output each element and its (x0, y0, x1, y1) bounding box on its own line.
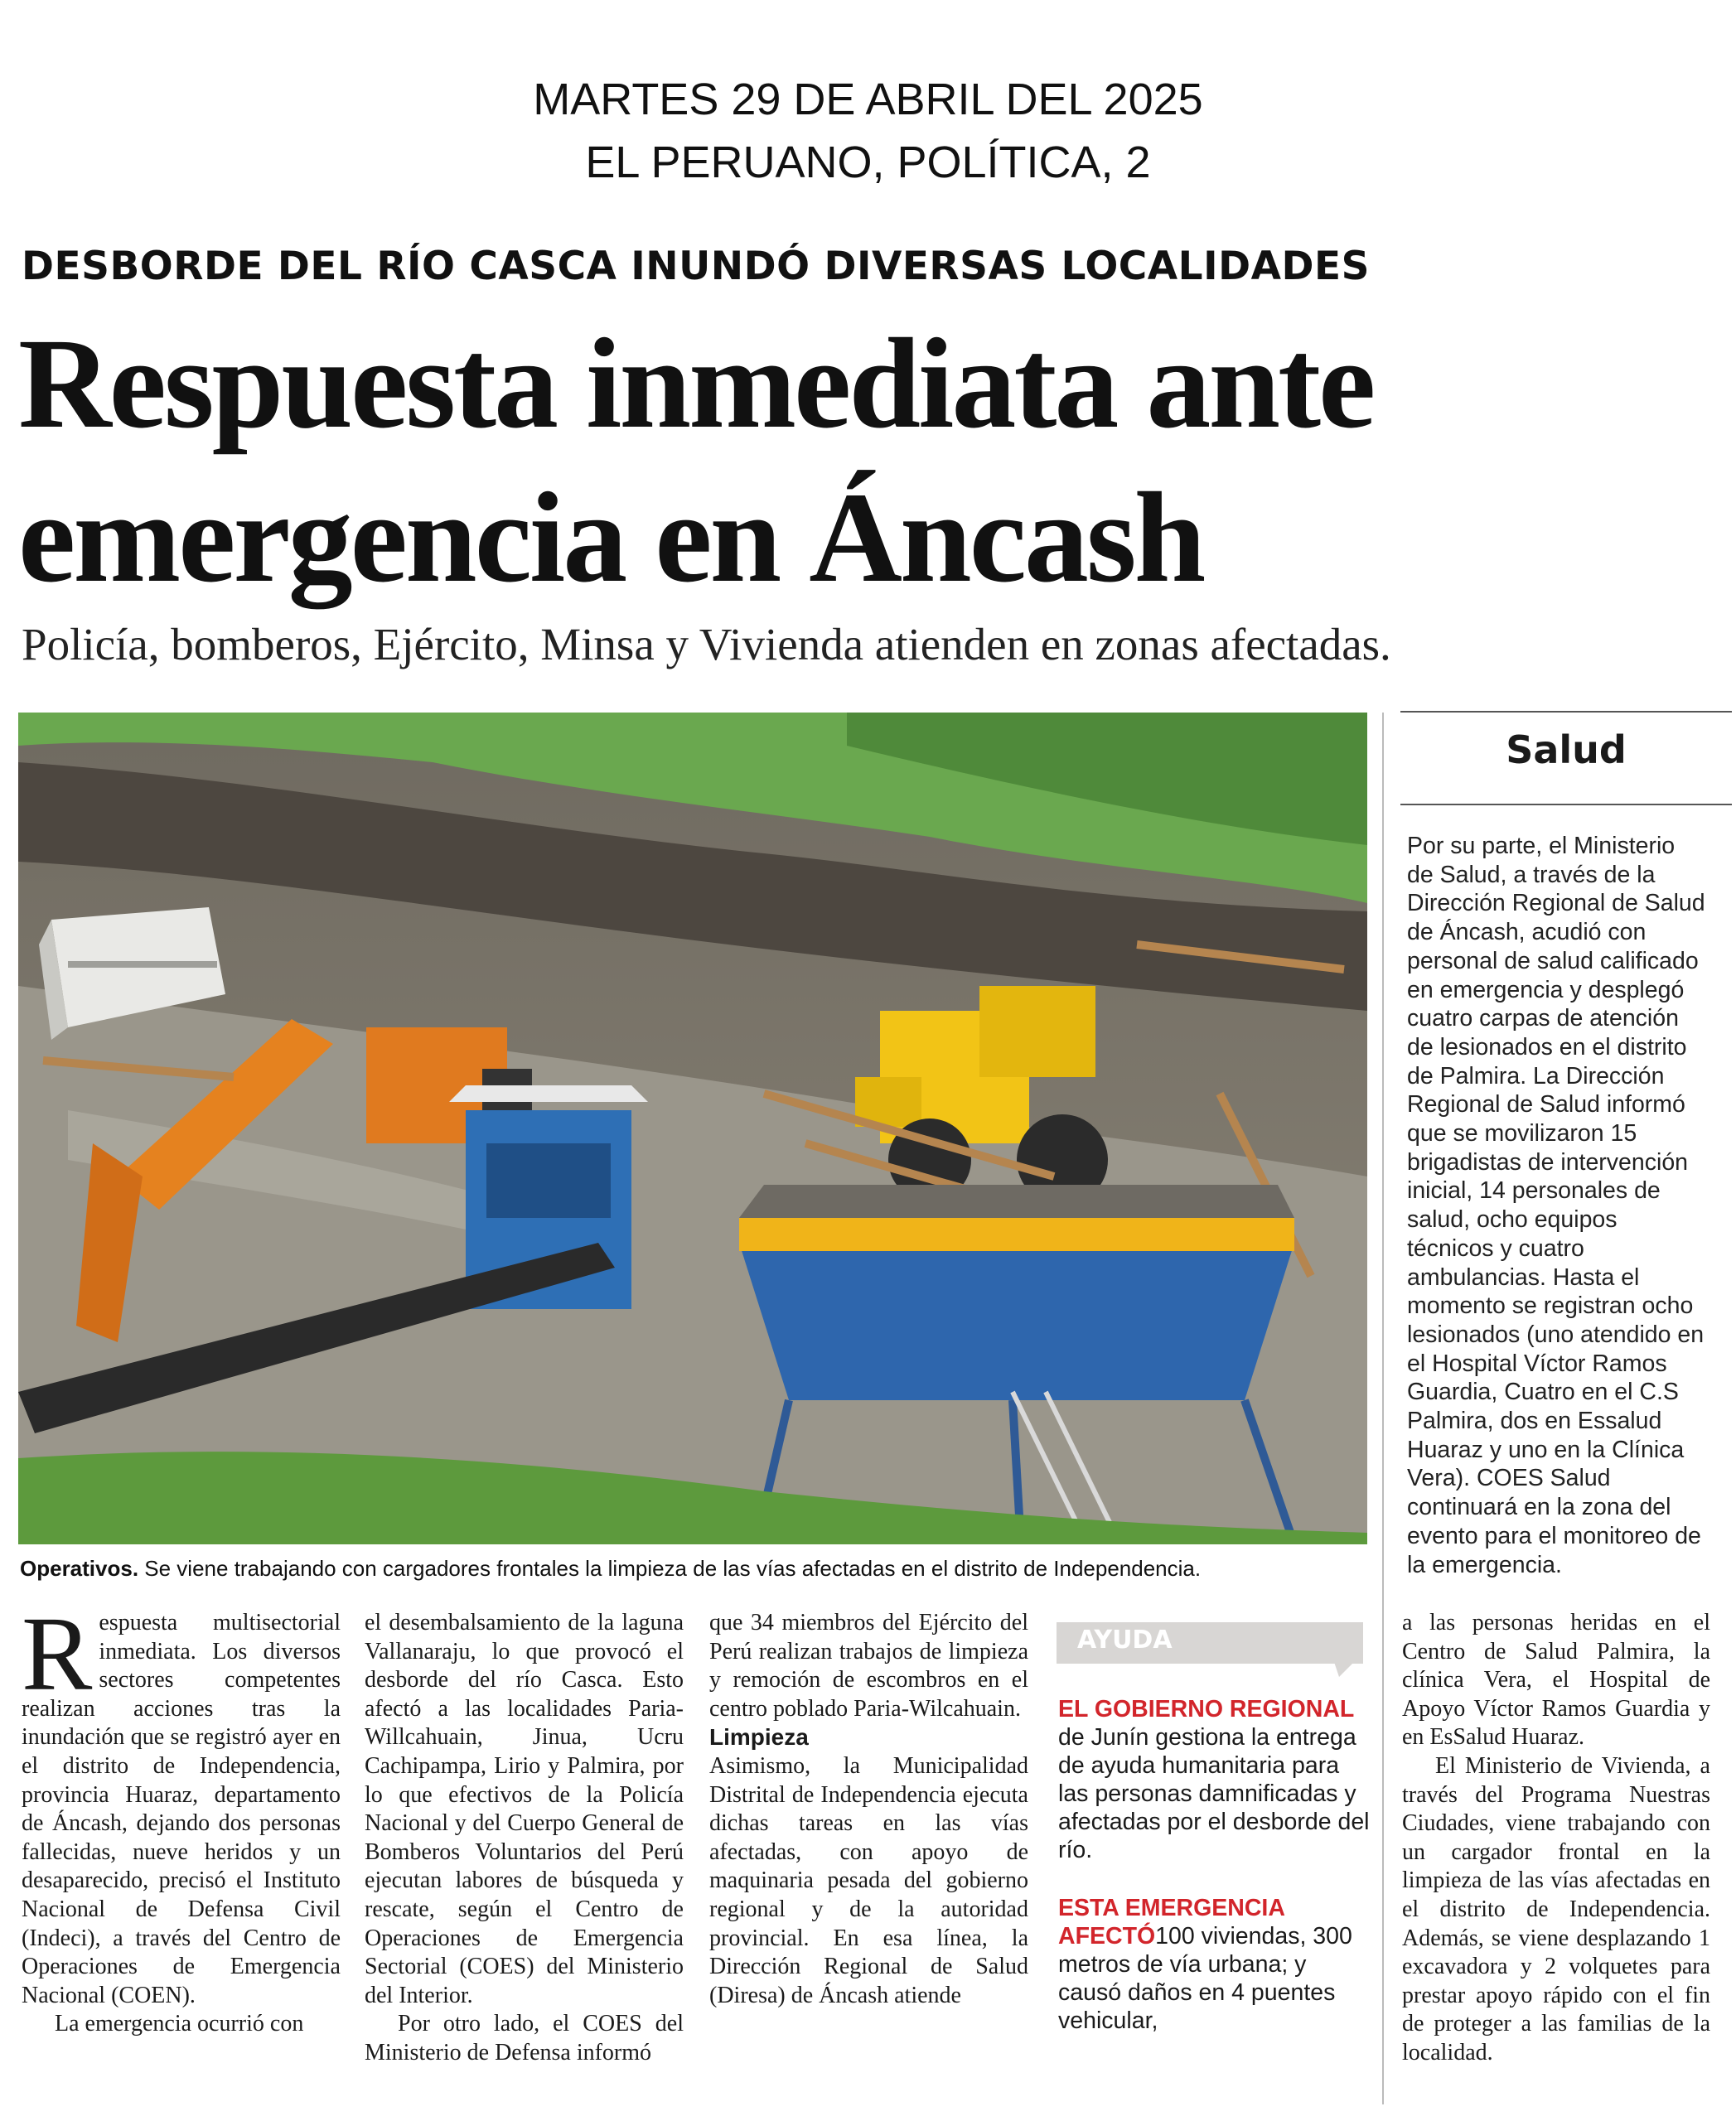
sidebar-divider (1382, 713, 1384, 2104)
ayuda-item-1-highlight: EL GOBIERNO REGIONAL (1058, 1696, 1355, 1722)
col3-paragraph-2: Asimismo, la Municipalidad Distrital de Independencia ejecuta dichas tareas en las vías afectadas, con apoyo de maquinaria pesada del gobierno regional y de la autoridad provincial. En esa línea, la Dirección Regional de Salud (Diresa) de Áncash atiende (709, 1752, 1028, 2008)
ayuda-label: AYUDA (1077, 1626, 1173, 1655)
col1-paragraph-2: La emergencia ocurrió con (55, 2011, 304, 2037)
sidebar-top-rule (1400, 711, 1732, 713)
headline-line-1: Respuesta inmediata ante (18, 312, 1374, 455)
col2-paragraph-1: el desembalsamiento de la laguna Vallanaraju, lo que provocó el desborde del río Casca. Esto afectó a las localidades Paria-Willcahuain, Jinua, Ucru Cachipampa, Lirio y Palmira, por lo que efectivos de la Policía Nacional y del Cuerpo General de Bomberos Voluntarios del Perú ejecutan labores de búsqueda y rescate, según el Centro de Operaciones de Emergencia Sectorial (COES) del Ministerio del Interior. (365, 1610, 684, 2008)
article-column-2 (365, 1609, 684, 2068)
article-subhead: Policía, bomberos, Ejército, Minsa y Vivienda atienden en zonas afectadas. (22, 619, 1391, 669)
ayuda-item-1 (1058, 1695, 1373, 1864)
col2-paragraph-2: Por otro lado, el COES del Ministerio de Defensa informó (365, 2011, 684, 2065)
publication-section: EL PERUANO, POLÍTICA, 2 (585, 138, 1151, 187)
ayuda-pointer (1334, 1662, 1354, 1679)
article-column-5 (1402, 1609, 1710, 2068)
col1-paragraph-1: espuesta multisectorial inmediata. Los diversos sectores competentes realizan acciones tras la inundación que se registró ayer en el distrito de Independencia, provincia Huaraz, departamento de Áncash, dejando dos personas fallecidas, nueve heridos y un desaparecido, precisó el Instituto Nacional de Defensa Civil (Indeci), a través del Centro de Operaciones de Emergencia Nacional (COEN). (22, 1610, 341, 2008)
article-headline (18, 307, 1427, 615)
issue-date: MARTES 29 DE ABRIL DEL 2025 (533, 75, 1203, 124)
sidebar-title-rule (1400, 804, 1732, 805)
photo-caption (20, 1556, 1379, 1582)
col3-paragraph-1: que 34 miembros del Ejército del Perú realizan trabajos de limpieza y remoción de escombros en el centro poblado Paria-Wilcahuain. (709, 1610, 1028, 1722)
headline-line-2: emergencia en Áncash (18, 466, 1204, 609)
sidebar-body: Por su parte, el Ministerio de Salud, a través de la Dirección Regional de Salud de Áncash, acudió con personal de salud calificado en emergencia y desplegó cuatro carpas de atención de lesionados en el distrito de Palmira. La Dirección Regional de Salud informó que se movilizaron 15 brigadistas de intervención inicial, 14 personales de salud, ocho equipos técnicos y cuatro ambulancias. Hasta el momento se registran ocho lesionados (uno atendido en el Hospital Víctor Ramos Guardia, Cuatro en el C.S Palmira, dos en Essalud Huaraz y uno en la Clínica Vera). COES Salud continuará en la zona del evento para el monitoreo de la emergencia. (1407, 833, 1705, 1578)
ayuda-item-2 (1058, 1894, 1373, 2035)
flood-scene-illustration (18, 713, 1367, 1544)
sidebar-title: Salud (1506, 727, 1627, 772)
caption-text: Se viene trabajando con cargadores frontales la limpieza de las vías afectadas en el distrito de Independencia. (138, 1556, 1202, 1581)
col3-subhead: Limpieza (709, 1724, 809, 1751)
article-kicker: DESBORDE DEL RÍO CASCA INUNDÓ DIVERSAS LOCALIDADES (22, 244, 1370, 289)
ayuda-item-2-text: 100 viviendas, 300 metros de vía urbana; y causó daños en 4 puentes vehicular, (1058, 1923, 1352, 2034)
ayuda-item-1-text: de Junín gestiona la entrega de ayuda humanitaria para las personas damnificadas y afectadas por el desborde del río. (1058, 1724, 1370, 1863)
news-photo (18, 713, 1367, 1544)
drop-cap: R (22, 1595, 93, 1713)
article-column-3 (709, 1609, 1028, 2010)
col5-paragraph-2: El Ministerio de Vivienda, a través del Programa Nuestras Ciudades, viene trabajando con un cargador frontal en la limpieza de las vías afectadas en el distrito de Independencia. Además, se viene desplazando 1 excavadora y 2 volquetes para prestar apoyo rápido con el fin de proteger a las familias de la localidad. (1402, 1752, 1710, 2065)
ayuda-item-2-highlight: ESTA EMERGENCIA AFECTÓ (1058, 1895, 1284, 1949)
col5-paragraph-1: a las personas heridas en el Centro de Salud Palmira, la clínica Vera, el Hospital de Apoyo Víctor Ramos Guardia y en EsSalud Huaraz. (1402, 1610, 1710, 1751)
caption-label: Operativos. (20, 1556, 139, 1581)
article-column-1 (22, 1595, 341, 2039)
